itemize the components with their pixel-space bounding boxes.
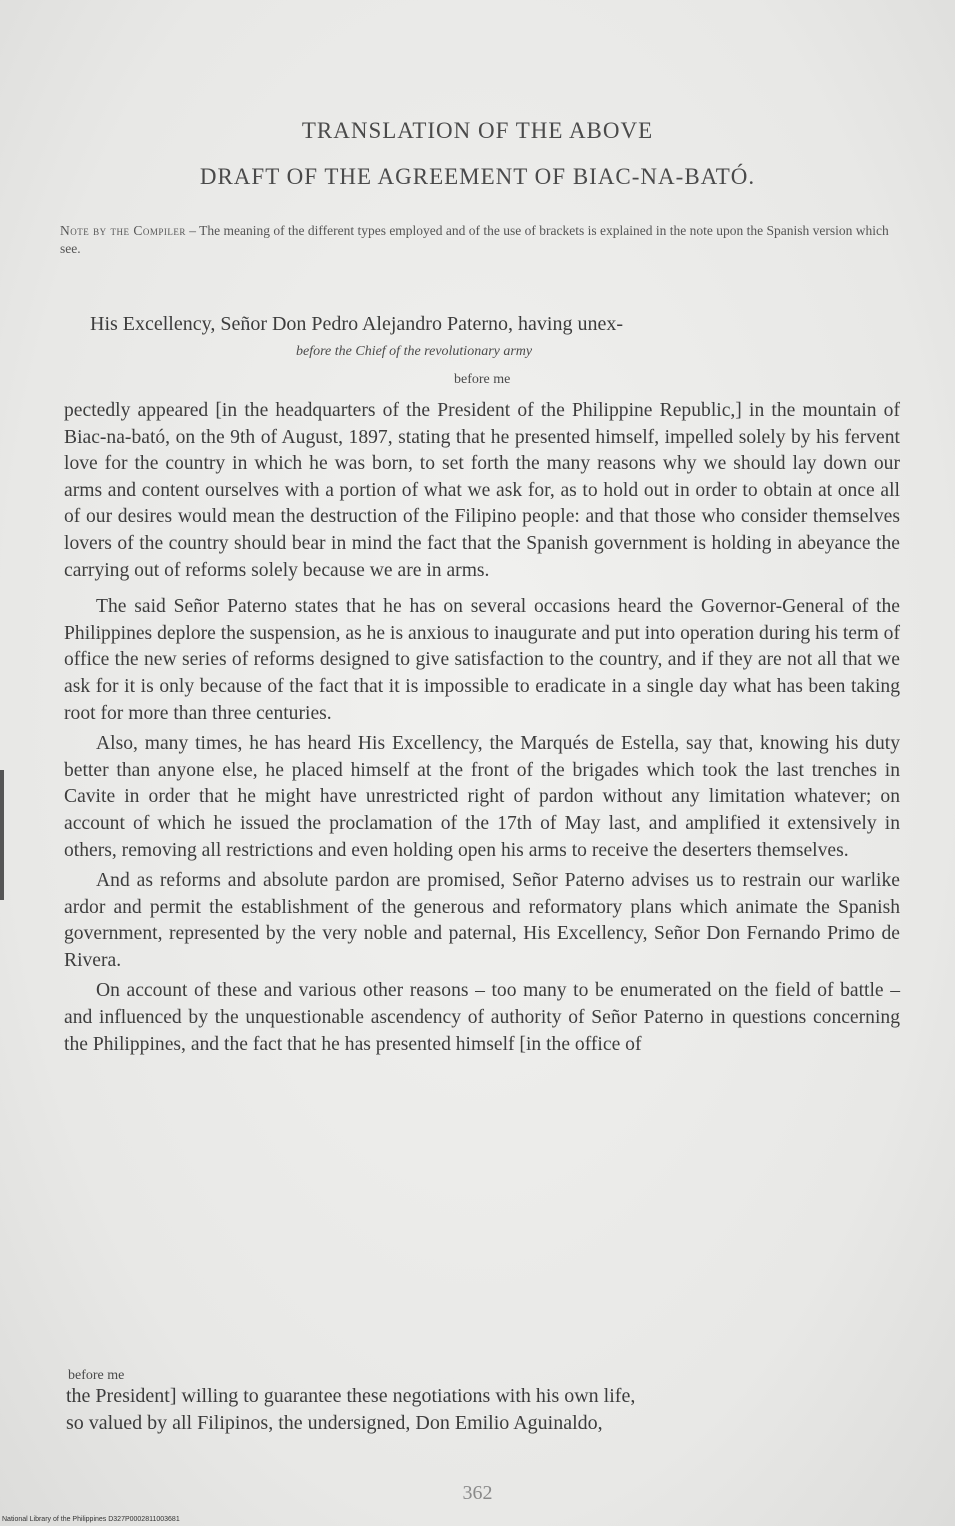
paragraph-5: On account of these and various other reasons – too many to be enumerated on the field of battle – and influenced by the unquestionable ascendency of authority of Señor Paterno in questions concerning the Philippines, and the fact that he has presented himself [in the office of (64, 980, 900, 1055)
closing-line-2: so valued by all Filipinos, the undersigned, Don Emilio Aguinaldo, (66, 1412, 603, 1434)
opening-interline-1: before the Chief of the revolutionary army (296, 344, 533, 359)
compiler-note-label: Note by the Compiler (60, 223, 186, 238)
archive-footer: National Library of the Philippines D327P0002811003681 (2, 1516, 180, 1523)
opening-line: His Excellency, Señor Don Pedro Alejandro Paterno, having unex- (90, 313, 624, 335)
binding-edge (0, 770, 4, 900)
page-number: 362 (462, 1482, 493, 1504)
opening-interline-2: before me (454, 372, 511, 387)
closing-line-1: the President] willing to guarantee these negotiations with his own life, (66, 1385, 636, 1407)
title-line-2: DRAFT OF THE AGREEMENT OF BIAC-NA-BATÓ. (199, 164, 756, 189)
paragraph-3: Also, many times, he has heard His Excellency, the Marqués de Estella, say that, knowing his duty better than anyone else, he placed himself at the front of the brigades which took the last trenches in Cavite in order that he might have unrestricted right of pardon without any limitation whatever; on account of which he issued the proclamation of the 17th of May last, and amplified it extensively in others, removing all restrictions and even holding open his arms to receive the deserters themselves. (64, 733, 900, 861)
paragraph-1: pectedly appeared [in the headquarters of the President of the Philippine Republic,] in the mountain of Biac-na-bató, on the 9th of August, 1897, stating that he presented himself, impelled solely by his fervent love for the country in which he was born, to set forth the many reasons why we should lay down our arms and content ourselves with a portion of what we ask for, as to hold out in order to obtain at once all of our desires would mean the destruction of the Filipino people: and that those who consider themselves lovers of the country should bear in mind the fact that the Spanish government is holding in abeyance the carrying out of reforms solely because we are in arms. (64, 400, 900, 581)
title-line-1: TRANSLATION OF THE ABOVE (301, 118, 654, 143)
body-paragraphs (64, 398, 900, 1058)
compiler-note (60, 222, 900, 258)
compiler-note-text: – The meaning of the different types employed and of the use of brackets is explained in the note upon the Spanish version which see. (60, 223, 889, 256)
paragraph-2: The said Señor Paterno states that he has on several occasions heard the Governor-General of the Philippines deplore the suspension, as he is anxious to inaugurate and put into operation during his term of office the new series of reforms designed to give satisfaction to the country, and if they are not all that we ask for it is only because of the fact that it is impossible to eradicate in a single day what has been taking root for more than three centuries. (64, 596, 900, 724)
closing-interline: before me (68, 1368, 125, 1383)
paragraph-4: And as reforms and absolute pardon are promised, Señor Paterno advises us to restrain our warlike ardor and permit the establishment of the generous and reformatory plans which animate the Spanish government, represented by the very noble and paternal, His Excellency, Señor Don Fernando Primo de Rivera. (64, 870, 900, 971)
